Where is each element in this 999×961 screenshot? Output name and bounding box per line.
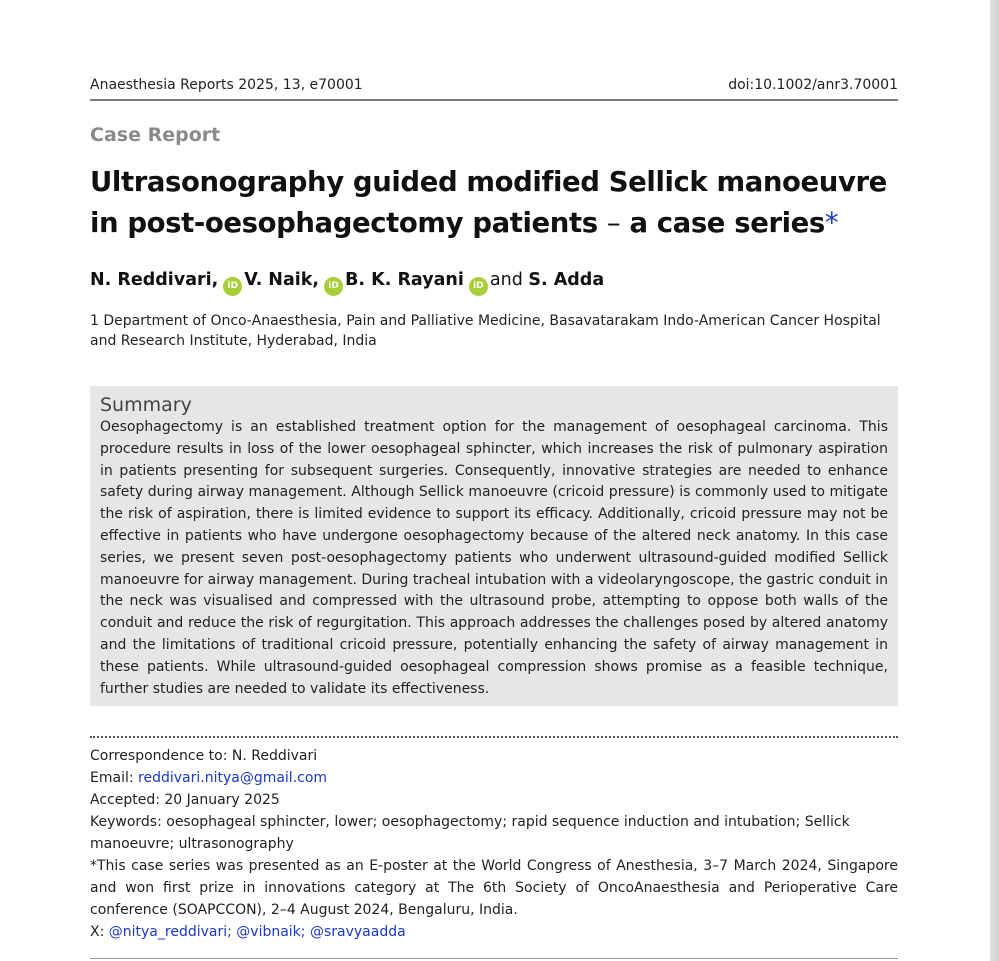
accepted-date: Accepted: 20 January 2025 bbox=[90, 792, 280, 808]
author-name: V. Naik, bbox=[244, 270, 320, 290]
title-footnote-marker[interactable]: * bbox=[824, 207, 839, 239]
article-type: Case Report bbox=[90, 124, 221, 146]
title-dash: – bbox=[606, 207, 621, 239]
orcid-icon[interactable]: iD bbox=[223, 277, 242, 296]
social-handles bbox=[90, 921, 898, 943]
article-title bbox=[90, 162, 898, 244]
authors-and: and bbox=[489, 270, 523, 290]
journal-citation: Anaesthesia Reports 2025, 13, e70001 bbox=[90, 77, 363, 93]
summary-box bbox=[90, 386, 898, 706]
summary-heading: Summary bbox=[100, 394, 192, 416]
email-row bbox=[90, 767, 898, 789]
article-metadata bbox=[90, 745, 898, 943]
doi[interactable]: doi:10.1002/anr3.70001 bbox=[728, 77, 898, 93]
correspondence: Correspondence to: N. Reddivari bbox=[90, 748, 318, 764]
author-list bbox=[90, 270, 604, 296]
keywords: Keywords: oesophageal sphincter, lower; oesophagectomy; rapid sequence induction and intubation; Sellick manoeuvre; ultrasonography bbox=[90, 814, 850, 852]
x-handles-link[interactable]: @nitya_reddivari; @vibnaik; @sravyaadda bbox=[108, 924, 406, 940]
title-tail: a case series bbox=[629, 207, 825, 239]
email-label: Email: bbox=[90, 770, 134, 786]
footnote: *This case series was presented as an E-poster at the World Congress of Anesthesia, 3–7 March 2024, Singapore and won first prize in innovations category at The 6th Society of OncoAnaesthesia and Perioperative Care conference (SOAPCCON), 2–4 August 2024, Bengaluru, India. bbox=[90, 858, 898, 918]
x-label: X: bbox=[90, 924, 105, 940]
bottom-rule bbox=[90, 958, 898, 959]
viewer-scrollbar[interactable] bbox=[990, 0, 999, 961]
author-name: S. Adda bbox=[528, 270, 605, 290]
email-link[interactable]: reddivari.nitya@gmail.com bbox=[138, 770, 328, 786]
title-main: Ultrasonography guided modified Sellick manoeuvre in post-oesophagectomy patients bbox=[90, 166, 887, 239]
running-header bbox=[90, 77, 898, 101]
affiliation: 1 Department of Onco-Anaesthesia, Pain and Palliative Medicine, Basavatarakam Indo-American Cancer Hospital and Research Institute, Hyderabad, India bbox=[90, 313, 881, 349]
author-name: N. Reddivari, bbox=[90, 270, 219, 290]
author-name: B. K. Rayani bbox=[345, 270, 464, 290]
summary-text: Oesophagectomy is an established treatment option for the management of oesophageal carcinoma. This procedure results in loss of the lower oesophageal sphincter, which increases the risk of pulmonary aspiration in patients presenting for subsequent surgeries. Consequently, innovative strategies are needed to enhance safety during airway management. Although Sellick manoeuvre (cricoid pressure) is commonly used to mitigate the risk of aspiration, there is limited evidence to support its efficacy. Additionally, cricoid pressure may not be effective in patients who have undergone oesophagectomy because of the altered neck anatomy. In this case series, we present seven post-oesophagectomy patients who underwent ultrasound-guided modified Sellick manoeuvre for airway management. During tracheal intubation with a videolaryngoscope, the gastric conduit in the neck was visualised and compressed with the ultrasound probe, attempting to oppose both walls of the conduit and reduce the risk of regurgitation. This approach addresses the challenges posed by altered anatomy and the limitations of traditional cricoid pressure, potentially enhancing the safety of airway management in these patients. While ultrasound-guided oesophageal compression shows promise as a feasible technique, further studies are needed to validate its effectiveness. bbox=[100, 419, 888, 697]
orcid-icon[interactable]: iD bbox=[469, 277, 488, 296]
orcid-icon[interactable]: iD bbox=[324, 277, 343, 296]
section-divider bbox=[90, 736, 898, 738]
